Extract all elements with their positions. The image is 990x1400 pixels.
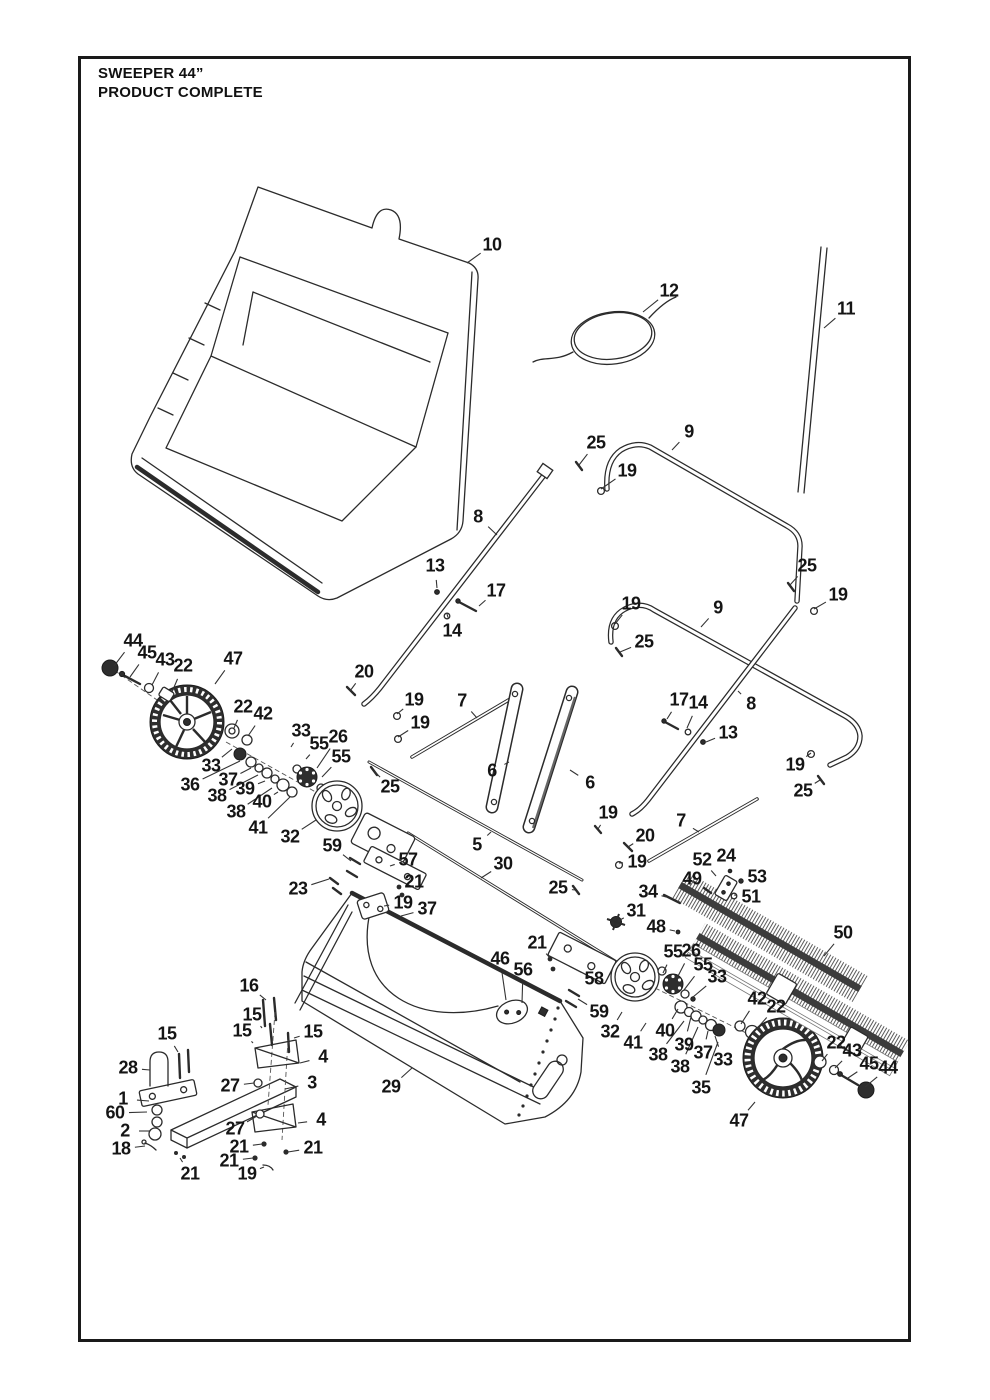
part-label-6: 6: [487, 760, 497, 781]
leader-line: [706, 1031, 708, 1039]
leader-line: [711, 871, 716, 876]
part-label-22: 22: [766, 996, 786, 1017]
part-label-18: 18: [111, 1138, 131, 1159]
leader-line: [487, 832, 491, 835]
leader-line: [244, 1083, 254, 1084]
leader-line: [687, 1017, 691, 1031]
part-label-38: 38: [670, 1056, 690, 1077]
part-label-25: 25: [793, 780, 813, 801]
part-label-3: 3: [307, 1072, 317, 1093]
part-label-45: 45: [137, 642, 157, 663]
part-label-55: 55: [309, 733, 329, 754]
leader-line: [222, 749, 232, 757]
part-label-30: 30: [493, 853, 513, 874]
part-label-19: 19: [393, 892, 413, 913]
hopper-bag: [131, 187, 478, 600]
part-label-15: 15: [232, 1020, 252, 1041]
leader-line: [667, 712, 672, 719]
part-label-43: 43: [842, 1040, 862, 1061]
leader-line: [672, 442, 679, 450]
part-label-21: 21: [180, 1163, 200, 1184]
part-label-11: 11: [836, 298, 856, 319]
part-label-33: 33: [707, 966, 727, 987]
part-label-26: 26: [681, 940, 701, 961]
brace-bar-right: [529, 692, 575, 828]
part-label-37: 37: [693, 1042, 713, 1063]
leader-line: [152, 672, 159, 685]
part-label-47: 47: [223, 648, 243, 669]
leader-line: [401, 1068, 412, 1078]
leader-line: [298, 1122, 307, 1123]
leader-line: [824, 318, 835, 328]
part-label-29: 29: [381, 1076, 401, 1097]
leader-line: [620, 647, 631, 652]
part-label-51: 51: [741, 886, 761, 907]
leader-line: [741, 880, 743, 881]
part-label-60: 60: [105, 1102, 125, 1123]
leader-line: [311, 879, 329, 885]
leader-line: [677, 963, 685, 978]
leader-line: [350, 683, 356, 691]
leader-line: [502, 973, 506, 1000]
leader-line: [693, 828, 699, 832]
part-label-31: 31: [626, 900, 646, 921]
leader-line: [306, 755, 310, 759]
part-label-14: 14: [688, 692, 708, 713]
axle-shaft: [408, 833, 628, 969]
leader-line: [848, 1072, 857, 1078]
part-label-38: 38: [207, 785, 227, 806]
part-label-26: 26: [328, 726, 348, 747]
handle-tube-right: [632, 608, 795, 814]
part-label-27: 27: [220, 1075, 240, 1096]
leader-line: [738, 691, 741, 694]
leader-line: [142, 1069, 150, 1070]
part-label-17: 17: [486, 580, 506, 601]
part-label-45: 45: [859, 1053, 879, 1074]
leader-line: [261, 1026, 262, 1028]
leader-line: [436, 580, 437, 588]
part-label-44: 44: [123, 630, 143, 651]
part-label-33: 33: [201, 755, 221, 776]
part-label-55: 55: [663, 941, 683, 962]
part-label-52: 52: [692, 849, 712, 870]
part-label-25: 25: [797, 555, 817, 576]
part-label-32: 32: [600, 1021, 620, 1042]
part-label-15: 15: [242, 1004, 262, 1025]
part-label-21: 21: [219, 1150, 239, 1171]
part-label-59: 59: [322, 835, 342, 856]
part-label-22: 22: [233, 696, 253, 717]
part-label-41: 41: [248, 817, 268, 838]
leader-line: [479, 600, 486, 606]
leader-line: [398, 731, 408, 737]
leader-line: [598, 825, 601, 829]
leader-line: [748, 1102, 755, 1110]
leader-line: [579, 454, 587, 465]
leader-line: [617, 1012, 622, 1020]
part-label-55: 55: [331, 746, 351, 767]
part-label-15: 15: [303, 1021, 323, 1042]
leader-line: [815, 780, 820, 783]
part-label-56: 56: [513, 959, 533, 980]
leader-line: [294, 1036, 300, 1038]
part-label-25: 25: [586, 432, 606, 453]
leader-line: [641, 1023, 646, 1031]
leader-line: [672, 1009, 678, 1019]
part-label-10: 10: [482, 234, 502, 255]
leader-line: [174, 1046, 178, 1052]
part-label-19: 19: [404, 689, 424, 710]
part-label-48: 48: [646, 916, 666, 937]
part-label-4: 4: [316, 1109, 326, 1130]
part-label-22: 22: [173, 655, 193, 676]
part-label-12: 12: [659, 280, 679, 301]
leader-line: [302, 820, 316, 829]
part-label-36: 36: [180, 774, 200, 795]
part-label-46: 46: [490, 948, 510, 969]
part-label-40: 40: [655, 1020, 675, 1041]
page-subtitle: PRODUCT COMPLETE: [98, 84, 263, 101]
leader-line: [693, 986, 706, 997]
part-label-53: 53: [747, 866, 767, 887]
part-label-20: 20: [354, 661, 374, 682]
leader-line: [215, 670, 225, 684]
part-label-42: 42: [747, 988, 767, 1009]
part-label-24: 24: [716, 845, 736, 866]
part-label-41: 41: [623, 1032, 643, 1053]
part-label-42: 42: [253, 703, 273, 724]
part-label-35: 35: [691, 1077, 711, 1098]
leader-line: [130, 664, 139, 677]
leader-line: [397, 709, 403, 714]
part-label-19: 19: [828, 584, 848, 605]
part-label-21: 21: [303, 1137, 323, 1158]
leader-line: [135, 1146, 145, 1147]
leader-line: [471, 711, 477, 718]
part-label-39: 39: [674, 1034, 694, 1055]
leader-line: [114, 652, 125, 666]
part-label-9: 9: [684, 421, 694, 442]
leader-line: [687, 716, 692, 728]
part-label-19: 19: [785, 754, 805, 775]
part-label-37: 37: [417, 898, 437, 919]
part-label-49: 49: [682, 868, 702, 889]
part-label-16: 16: [239, 975, 259, 996]
part-label-21: 21: [404, 871, 424, 892]
part-label-33: 33: [291, 720, 311, 741]
wheel-left: [102, 660, 224, 759]
leader-line: [274, 792, 278, 795]
part-label-8: 8: [473, 506, 483, 527]
leader-line: [300, 1061, 309, 1063]
part-label-50: 50: [833, 922, 853, 943]
leader-line: [322, 767, 331, 777]
part-label-25: 25: [548, 877, 568, 898]
leader-line: [129, 1112, 147, 1113]
leader-line: [467, 253, 481, 263]
cable-loop: [533, 297, 676, 370]
part-label-19: 19: [598, 802, 618, 823]
leader-line: [701, 618, 709, 627]
leader-line: [253, 1144, 262, 1145]
part-label-27: 27: [225, 1118, 245, 1139]
part-label-25: 25: [634, 631, 654, 652]
part-label-14: 14: [442, 620, 462, 641]
leader-line: [447, 614, 448, 618]
leader-line: [578, 999, 587, 1005]
part-label-44: 44: [878, 1057, 898, 1078]
support-rod: [798, 247, 827, 493]
part-label-19: 19: [410, 712, 430, 733]
sweeper-body: [295, 892, 583, 1124]
part-label-19: 19: [621, 593, 641, 614]
part-label-15: 15: [157, 1023, 177, 1044]
leader-line: [180, 1158, 183, 1162]
leader-line: [814, 602, 826, 609]
leader-line: [684, 976, 695, 990]
part-label-34: 34: [638, 881, 658, 902]
leader-line: [240, 768, 251, 774]
part-label-33: 33: [713, 1049, 733, 1070]
leader-line: [488, 527, 497, 535]
part-label-28: 28: [118, 1057, 138, 1078]
part-label-7: 7: [676, 810, 686, 831]
part-label-21: 21: [229, 1136, 249, 1157]
part-label-13: 13: [718, 722, 738, 743]
part-label-47: 47: [729, 1110, 749, 1131]
leader-line: [706, 738, 715, 742]
part-label-21: 21: [527, 932, 547, 953]
part-label-23: 23: [288, 878, 308, 899]
part-label-43: 43: [155, 649, 175, 670]
leader-line: [628, 844, 633, 847]
part-label-2: 2: [120, 1120, 130, 1141]
part-label-58: 58: [584, 968, 604, 989]
leader-line: [243, 1158, 253, 1159]
part-label-57: 57: [398, 849, 418, 870]
part-label-1: 1: [118, 1088, 128, 1109]
part-label-38: 38: [226, 801, 246, 822]
leader-line: [291, 743, 294, 747]
part-label-19: 19: [237, 1163, 257, 1184]
part-label-9: 9: [713, 597, 723, 618]
part-label-4: 4: [318, 1046, 328, 1067]
leader-line: [248, 726, 255, 736]
leader-line: [258, 781, 265, 784]
part-label-39: 39: [235, 778, 255, 799]
part-label-5: 5: [472, 834, 482, 855]
leader-line: [570, 770, 578, 775]
part-label-25: 25: [380, 776, 400, 797]
part-label-22: 22: [826, 1032, 846, 1053]
leader-line: [741, 1011, 749, 1024]
part-label-6: 6: [585, 772, 595, 793]
leader-line: [260, 1167, 264, 1169]
leader-line: [481, 872, 491, 878]
part-label-32: 32: [280, 826, 300, 847]
part-label-55: 55: [693, 954, 713, 975]
leader-line: [522, 984, 523, 1003]
part-label-8: 8: [746, 693, 756, 714]
page-title: SWEEPER 44”: [98, 65, 204, 82]
part-label-37: 37: [218, 769, 238, 790]
part-label-13: 13: [425, 555, 445, 576]
part-label-38: 38: [648, 1044, 668, 1065]
leader-line: [288, 1150, 299, 1152]
part-label-20: 20: [635, 825, 655, 846]
leader-line: [251, 1041, 253, 1043]
part-label-7: 7: [457, 690, 467, 711]
part-label-19: 19: [627, 851, 647, 872]
part-label-17: 17: [669, 689, 689, 710]
part-label-40: 40: [252, 791, 272, 812]
leader-line: [835, 1061, 842, 1068]
part-label-59: 59: [589, 1001, 609, 1022]
part-label-19: 19: [617, 460, 637, 481]
leader-line: [670, 930, 675, 931]
